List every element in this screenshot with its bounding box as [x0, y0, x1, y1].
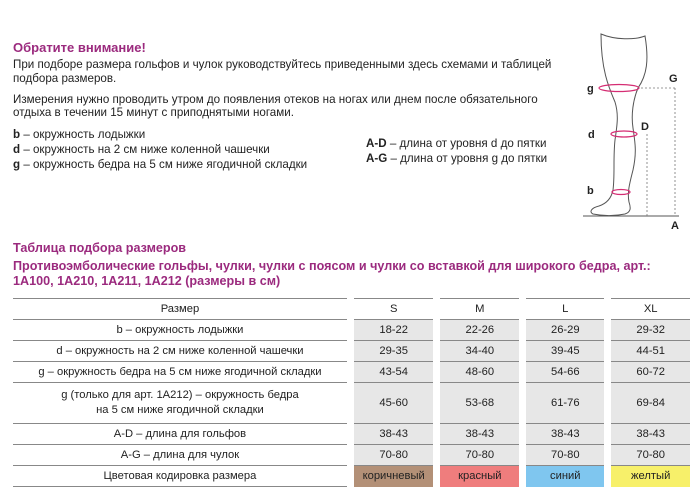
cell-value: 18-22 — [350, 320, 437, 341]
cell-value: 48-60 — [437, 362, 523, 383]
table-subtitle: Противоэмболические гольфы, чулки, чулки с поясом и чулки со вставкой для широкого бедра, арт.: 1A100, 1A210, 1A211, 1A212 (размеры в см) — [13, 259, 651, 288]
g-circumference-marker — [599, 85, 639, 92]
color-swatch-yellow: желтый — [608, 466, 690, 487]
length-key: A-G — [366, 152, 388, 165]
cell-value: 60-72 — [608, 362, 690, 383]
table-row — [13, 445, 690, 466]
cell-value: 39-45 — [523, 341, 608, 362]
leg-outline — [591, 34, 647, 216]
label-D: D — [641, 121, 649, 133]
row-label: d – окружность на 2 см ниже коленной чашечки — [13, 341, 350, 362]
length-definitions — [366, 136, 547, 166]
cell-value: 29-35 — [350, 341, 437, 362]
color-coding-row — [13, 466, 690, 487]
table-row — [13, 383, 690, 424]
d-circumference-marker — [611, 131, 637, 137]
size-table — [13, 298, 690, 487]
header-size-label: Размер — [13, 299, 350, 320]
header-size-xl: XL — [608, 299, 690, 320]
leg-measurement-diagram — [575, 30, 697, 240]
definition-text: – окружность на 2 см ниже коленной чашечки — [20, 143, 270, 156]
length-key: A-D — [366, 137, 387, 150]
circumference-definitions — [13, 127, 307, 172]
header-size-m: M — [437, 299, 523, 320]
label-b: b — [587, 185, 594, 197]
definition-g — [13, 157, 307, 172]
definition-key: d — [13, 143, 21, 156]
row-label-line-1: g (только для арт. 1A212) – окружность бедра — [61, 389, 299, 401]
table-row — [13, 341, 690, 362]
definition-key: g — [13, 158, 21, 171]
cell-value: 69-84 — [608, 383, 690, 424]
label-g: g — [587, 83, 594, 95]
b-circumference-marker — [612, 190, 630, 195]
cell-value: 44-51 — [608, 341, 690, 362]
intro-paragraph-2: Измерения нужно проводить утром до появления отеков на ногах или днем после обязательного отдыха в течении 15 минут с приподнятыми ногами. — [13, 92, 538, 120]
length-a-g — [366, 151, 547, 166]
length-a-d — [366, 136, 547, 151]
row-label — [13, 383, 350, 424]
cell-value: 26-29 — [523, 320, 608, 341]
cell-value: 61-76 — [523, 383, 608, 424]
cell-value: 45-60 — [350, 383, 437, 424]
cell-value: 70-80 — [437, 445, 523, 466]
table-row — [13, 320, 690, 341]
cell-value: 38-43 — [608, 424, 690, 445]
row-label: Цветовая кодировка размера — [13, 466, 350, 487]
intro-paragraph-1: При подборе размера гольфов и чулок руководствуйтесь приведенными здесь схемами и таблицей подбора размеров. — [13, 58, 552, 85]
definition-text: – окружность бедра на 5 см ниже ягодичной складки — [20, 158, 308, 171]
table-row — [13, 424, 690, 445]
cell-value: 70-80 — [523, 445, 608, 466]
cell-value: 54-66 — [523, 362, 608, 383]
row-label: b – окружность лодыжки — [13, 320, 350, 341]
table-title: Таблица подбора размеров — [13, 241, 187, 255]
table-row — [13, 362, 690, 383]
definition-key: b — [13, 128, 21, 141]
row-label: A-D – длина для гольфов — [13, 424, 350, 445]
cell-value: 43-54 — [350, 362, 437, 383]
table-header-row — [13, 299, 690, 320]
color-swatch-red: красный — [437, 466, 523, 487]
header-size-s: S — [350, 299, 437, 320]
cell-value: 38-43 — [523, 424, 608, 445]
label-d: d — [588, 129, 595, 141]
row-label-line-2: на 5 см ниже ягодичной складки — [96, 404, 264, 416]
cell-value: 70-80 — [350, 445, 437, 466]
intro-text — [13, 58, 573, 127]
row-label: A-G – длина для чулок — [13, 445, 350, 466]
definition-d — [13, 142, 307, 157]
cell-value: 38-43 — [437, 424, 523, 445]
label-A: A — [671, 220, 679, 232]
definition-text: – окружность лодыжки — [20, 128, 146, 141]
cell-value: 29-32 — [608, 320, 690, 341]
label-G: G — [669, 73, 678, 85]
attention-title: Обратите внимание! — [13, 40, 146, 55]
length-text: – длина от уровня d до пятки — [386, 137, 547, 150]
color-swatch-brown: коричневый — [350, 466, 437, 487]
length-text: – длина от уровня g до пятки — [387, 152, 548, 165]
header-size-l: L — [523, 299, 608, 320]
cell-value: 22-26 — [437, 320, 523, 341]
cell-value: 38-43 — [350, 424, 437, 445]
definition-b — [13, 127, 307, 142]
color-swatch-blue: синий — [523, 466, 608, 487]
cell-value: 53-68 — [437, 383, 523, 424]
row-label: g – окружность бедра на 5 см ниже ягодичной складки — [13, 362, 350, 383]
cell-value: 34-40 — [437, 341, 523, 362]
cell-value: 70-80 — [608, 445, 690, 466]
